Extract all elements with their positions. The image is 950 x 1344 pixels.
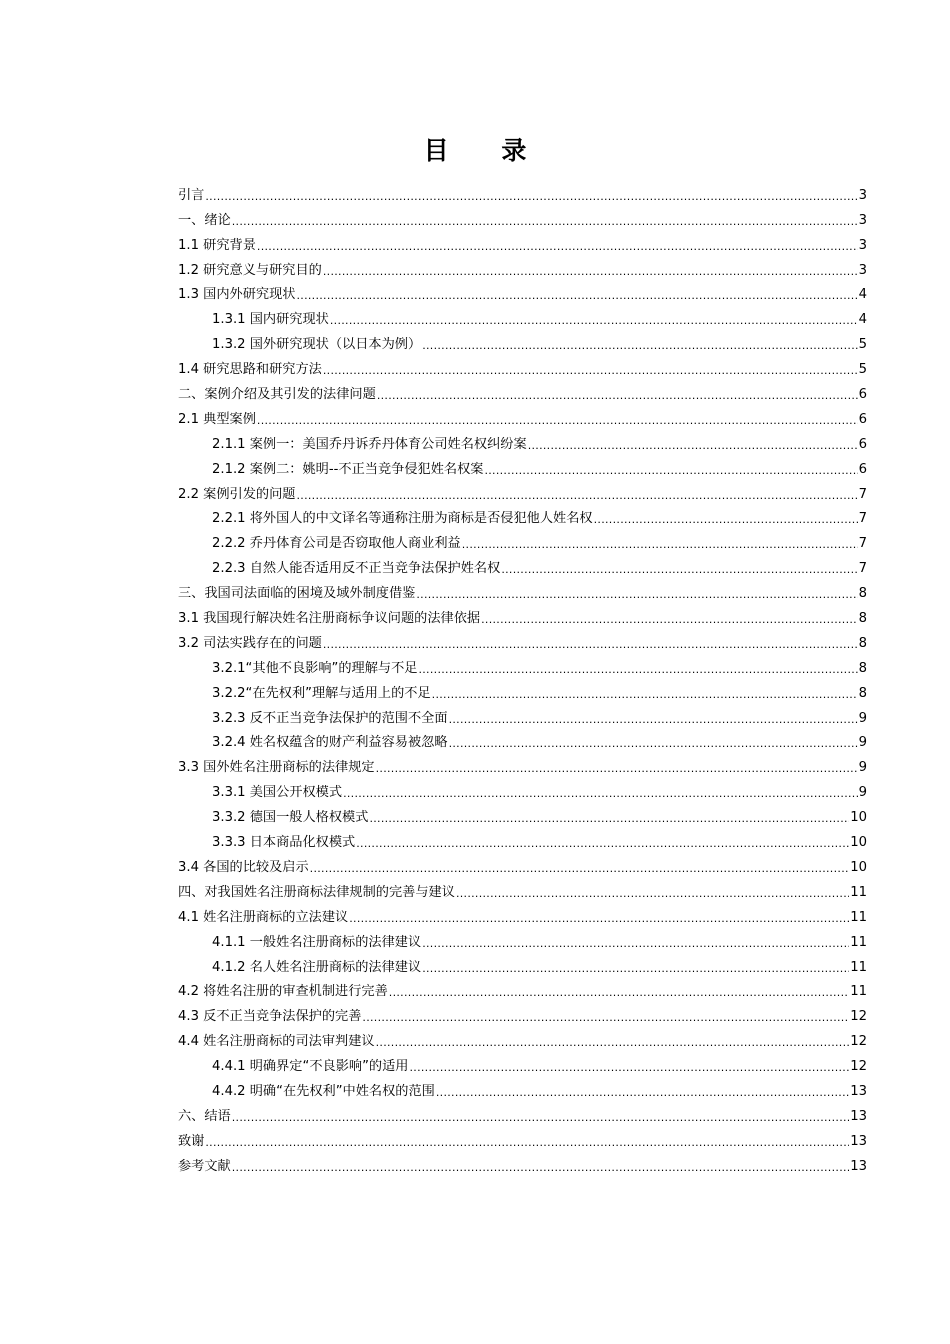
toc-page-number: 6 bbox=[858, 411, 867, 427]
toc-entry-text: 一、绪论 bbox=[178, 212, 231, 228]
toc-dot-leader bbox=[376, 1035, 850, 1051]
toc-entry[interactable] bbox=[178, 678, 867, 703]
toc-page-number: 8 bbox=[858, 660, 867, 676]
toc-entry-text: 2.1.1 案例一：美国乔丹诉乔丹体育公司姓名权纠纷案 bbox=[212, 436, 527, 452]
toc-entry-text: 1.3 国内外研究现状 bbox=[178, 287, 296, 303]
toc-dot-leader bbox=[501, 562, 857, 578]
toc-entry-text: 1.3.2 国外研究现状（以日本为例） bbox=[212, 337, 422, 353]
toc-dot-leader bbox=[205, 189, 857, 205]
toc-dot-leader bbox=[330, 313, 858, 329]
toc-dot-leader bbox=[409, 1060, 849, 1076]
toc-entry-text: 3.3 国外姓名注册商标的法律规定 bbox=[178, 760, 375, 776]
toc-page-number: 8 bbox=[858, 586, 867, 602]
toc-page-number: 11 bbox=[850, 984, 867, 1000]
toc-page-number: 12 bbox=[850, 1009, 867, 1025]
toc-entry[interactable] bbox=[178, 1101, 867, 1126]
toc-entry-text: 4.4 姓名注册商标的司法审判建议 bbox=[178, 1034, 375, 1050]
toc-page-number: 8 bbox=[858, 635, 867, 651]
toc-entry[interactable] bbox=[178, 429, 867, 454]
toc-entry[interactable] bbox=[178, 902, 867, 927]
toc-entry[interactable] bbox=[178, 255, 867, 280]
toc-dot-leader bbox=[422, 936, 849, 952]
toc-dot-leader bbox=[296, 488, 857, 504]
toc-entry-text: 三、我国司法面临的困境及域外制度借鉴 bbox=[178, 586, 416, 602]
toc-page-number: 7 bbox=[858, 561, 867, 577]
toc-page-number: 10 bbox=[850, 835, 867, 851]
toc-entry[interactable] bbox=[178, 230, 867, 255]
toc-page-number: 13 bbox=[850, 1083, 867, 1099]
toc-entry[interactable] bbox=[178, 852, 867, 877]
toc-page-number: 7 bbox=[858, 536, 867, 552]
toc-page-number: 6 bbox=[858, 436, 867, 452]
toc-page-number: 5 bbox=[858, 362, 867, 378]
toc-entry[interactable] bbox=[178, 728, 867, 753]
toc-page-number: 13 bbox=[850, 1108, 867, 1124]
toc-page-number: 7 bbox=[858, 486, 867, 502]
toc-page-number: 10 bbox=[850, 859, 867, 875]
toc-page-number: 11 bbox=[850, 909, 867, 925]
toc-entry-text: 3.3.2 德国一般人格权模式 bbox=[212, 810, 369, 826]
toc-dot-leader bbox=[462, 537, 858, 553]
toc-entry[interactable] bbox=[178, 628, 867, 653]
toc-entry-text: 致谢 bbox=[178, 1133, 205, 1149]
toc-page-number: 8 bbox=[858, 685, 867, 701]
toc-entry-text: 1.3.1 国内研究现状 bbox=[212, 312, 329, 328]
toc-dot-leader bbox=[528, 438, 858, 454]
toc-page-number: 10 bbox=[850, 810, 867, 826]
toc-dot-leader bbox=[449, 736, 858, 752]
toc-entry[interactable] bbox=[178, 1076, 867, 1101]
toc-entry-text: 参考文献 bbox=[178, 1158, 231, 1174]
toc-dot-leader bbox=[205, 1135, 849, 1151]
toc-page-number: 3 bbox=[858, 212, 867, 228]
toc-entry-text: 4.1.1 一般姓名注册商标的法律建议 bbox=[212, 934, 422, 950]
toc-entry[interactable] bbox=[178, 578, 867, 603]
toc-dot-leader bbox=[377, 388, 858, 404]
toc-entry-text: 引言 bbox=[178, 187, 205, 203]
toc-entry[interactable] bbox=[178, 504, 867, 529]
toc-entry[interactable] bbox=[178, 877, 867, 902]
toc-dot-leader bbox=[432, 687, 858, 703]
toc-dot-leader bbox=[484, 463, 857, 479]
toc-entry[interactable] bbox=[178, 952, 867, 977]
toc-page-number: 5 bbox=[858, 337, 867, 353]
toc-entry-text: 4.1 姓名注册商标的立法建议 bbox=[178, 909, 349, 925]
toc-entry-text: 4.4.1 明确界定“不良影响”的适用 bbox=[212, 1059, 409, 1075]
toc-entry[interactable] bbox=[178, 752, 867, 777]
toc-entry-text: 3.2.1“其他不良影响”的理解与不足 bbox=[212, 660, 418, 676]
toc-dot-leader bbox=[349, 911, 849, 927]
toc-page-number: 4 bbox=[858, 287, 867, 303]
toc-entry-text: 4.2 将姓名注册的审查机制进行完善 bbox=[178, 984, 388, 1000]
toc-entry[interactable] bbox=[178, 553, 867, 578]
toc-entry-text: 4.3 反不正当竞争法保护的完善 bbox=[178, 1009, 362, 1025]
toc-page-number: 8 bbox=[858, 611, 867, 627]
toc-dot-leader bbox=[323, 264, 858, 280]
toc-page-number: 13 bbox=[850, 1158, 867, 1174]
toc-entry[interactable] bbox=[178, 1126, 867, 1151]
toc-dot-leader bbox=[418, 662, 857, 678]
toc-entry[interactable] bbox=[178, 479, 867, 504]
toc-page-number: 3 bbox=[858, 237, 867, 253]
toc-entry[interactable] bbox=[178, 280, 867, 305]
toc-entry[interactable] bbox=[178, 205, 867, 230]
toc-dot-leader bbox=[449, 712, 858, 728]
toc-entry[interactable] bbox=[178, 802, 867, 827]
toc-page-number: 6 bbox=[858, 461, 867, 477]
toc-page-number: 11 bbox=[850, 884, 867, 900]
toc-entry[interactable] bbox=[178, 703, 867, 728]
toc-page-number: 6 bbox=[858, 387, 867, 403]
toc-entry-text: 四、对我国姓名注册商标法律规制的完善与建议 bbox=[178, 884, 455, 900]
toc-dot-leader bbox=[481, 612, 858, 628]
toc-entry[interactable] bbox=[178, 827, 867, 852]
toc-dot-leader bbox=[257, 239, 858, 255]
toc-entry[interactable] bbox=[178, 329, 867, 354]
toc-dot-leader bbox=[323, 363, 858, 379]
toc-dot-leader bbox=[594, 512, 858, 528]
toc-entry[interactable] bbox=[178, 603, 867, 628]
toc-entry[interactable] bbox=[178, 379, 867, 404]
toc-dot-leader bbox=[323, 637, 858, 653]
toc-dot-leader bbox=[356, 836, 849, 852]
toc-entry[interactable] bbox=[178, 454, 867, 479]
toc-entry-text: 1.2 研究意义与研究目的 bbox=[178, 262, 322, 278]
toc-entry[interactable] bbox=[178, 977, 867, 1002]
toc-page-number: 11 bbox=[850, 934, 867, 950]
toc-dot-leader bbox=[362, 1010, 849, 1026]
toc-entry-text: 二、案例介绍及其引发的法律问题 bbox=[178, 387, 376, 403]
toc-entry-text: 六、结语 bbox=[178, 1108, 231, 1124]
toc-entry-text: 2.2 案例引发的问题 bbox=[178, 486, 296, 502]
toc-entry-text: 3.2.4 姓名权蕴含的财产利益容易被忽略 bbox=[212, 735, 448, 751]
toc-page-number: 7 bbox=[858, 511, 867, 527]
toc-page-number: 9 bbox=[858, 735, 867, 751]
toc-entry[interactable] bbox=[178, 653, 867, 678]
toc-dot-leader bbox=[422, 961, 849, 977]
toc-dot-leader bbox=[416, 587, 857, 603]
toc-entry[interactable] bbox=[178, 1001, 867, 1026]
toc-dot-leader bbox=[389, 985, 849, 1001]
toc-entry-text: 4.1.2 名人姓名注册商标的法律建议 bbox=[212, 959, 422, 975]
toc-entry-text: 1.1 研究背景 bbox=[178, 237, 256, 253]
toc-dot-leader bbox=[232, 214, 858, 230]
table-of-contents bbox=[178, 180, 867, 1176]
toc-page-number: 12 bbox=[850, 1059, 867, 1075]
toc-entry-text: 3.2.2“在先权利”理解与适用上的不足 bbox=[212, 685, 431, 701]
toc-entry[interactable] bbox=[178, 1151, 867, 1176]
toc-entry-text: 2.1.2 案例二：姚明--不正当竞争侵犯姓名权案 bbox=[212, 461, 484, 477]
toc-title: 目 录 bbox=[423, 136, 549, 165]
toc-entry-text: 2.2.2 乔丹体育公司是否窃取他人商业利益 bbox=[212, 536, 461, 552]
toc-entry-text: 3.4 各国的比较及启示 bbox=[178, 859, 309, 875]
toc-entry[interactable] bbox=[178, 304, 867, 329]
toc-dot-leader bbox=[456, 886, 849, 902]
toc-dot-leader bbox=[232, 1160, 849, 1176]
toc-page-number: 9 bbox=[858, 710, 867, 726]
toc-entry[interactable] bbox=[178, 354, 867, 379]
toc-dot-leader bbox=[422, 338, 857, 354]
toc-entry-text: 3.3.3 日本商品化权模式 bbox=[212, 835, 356, 851]
toc-page-number: 13 bbox=[850, 1133, 867, 1149]
toc-entry-text: 3.1 我国现行解决姓名注册商标争议问题的法律依据 bbox=[178, 611, 481, 627]
toc-entry-text: 4.4.2 明确“在先权利”中姓名权的范围 bbox=[212, 1083, 435, 1099]
toc-dot-leader bbox=[310, 861, 850, 877]
toc-page-number: 12 bbox=[850, 1034, 867, 1050]
toc-entry-text: 1.4 研究思路和研究方法 bbox=[178, 362, 322, 378]
toc-entry-text: 2.2.1 将外国人的中文译名等通称注册为商标是否侵犯他人姓名权 bbox=[212, 511, 593, 527]
toc-dot-leader bbox=[369, 811, 849, 827]
toc-entry[interactable] bbox=[178, 404, 867, 429]
toc-entry[interactable] bbox=[178, 1026, 867, 1051]
toc-dot-leader bbox=[376, 761, 858, 777]
toc-dot-leader bbox=[343, 786, 858, 802]
toc-entry-text: 2.2.3 自然人能否适用反不正当竞争法保护姓名权 bbox=[212, 561, 501, 577]
toc-dot-leader bbox=[257, 413, 858, 429]
toc-page-number: 9 bbox=[858, 785, 867, 801]
toc-dot-leader bbox=[436, 1085, 849, 1101]
toc-page-number: 3 bbox=[858, 187, 867, 203]
toc-entry-text: 3.3.1 美国公开权模式 bbox=[212, 785, 343, 801]
toc-page-number: 9 bbox=[858, 760, 867, 776]
toc-entry-text: 2.1 典型案例 bbox=[178, 411, 256, 427]
toc-page-number: 3 bbox=[858, 262, 867, 278]
toc-dot-leader bbox=[232, 1110, 849, 1126]
toc-entry[interactable] bbox=[178, 180, 867, 205]
toc-entry-text: 3.2.3 反不正当竞争法保护的范围不全面 bbox=[212, 710, 448, 726]
toc-entry[interactable] bbox=[178, 927, 867, 952]
toc-dot-leader bbox=[296, 288, 857, 304]
toc-entry[interactable] bbox=[178, 528, 867, 553]
toc-page-number: 4 bbox=[858, 312, 867, 328]
toc-entry[interactable] bbox=[178, 1051, 867, 1076]
toc-entry-text: 3.2 司法实践存在的问题 bbox=[178, 635, 322, 651]
toc-page-number: 11 bbox=[850, 959, 867, 975]
toc-entry[interactable] bbox=[178, 777, 867, 802]
